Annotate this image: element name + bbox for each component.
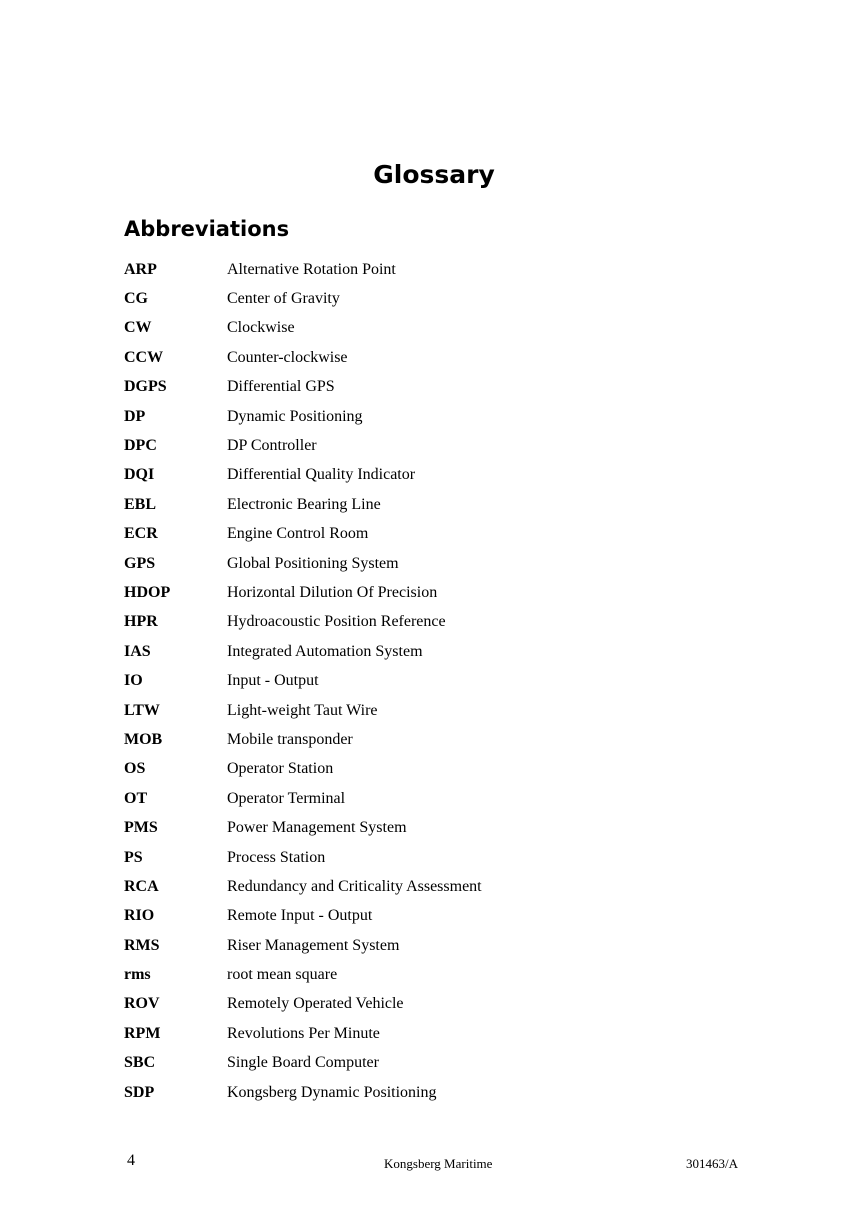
page-footer [0, 1152, 868, 1172]
abbreviation-term: CCW [124, 348, 164, 366]
abbreviation-term: HPR [124, 613, 158, 631]
page-title: Glossary [373, 160, 495, 189]
abbreviation-definition: Power Management System [227, 819, 407, 837]
abbreviation-row [124, 608, 764, 637]
abbreviation-term: ECR [124, 525, 158, 543]
abbreviation-definition: Revolutions Per Minute [227, 1024, 380, 1042]
abbreviation-term: RPM [124, 1024, 161, 1042]
abbreviation-term: PMS [124, 819, 158, 837]
abbreviation-definition: Process Station [227, 848, 326, 866]
abbreviation-term: EBL [124, 495, 157, 513]
abbreviation-row [124, 902, 764, 931]
abbreviation-row [124, 1049, 764, 1078]
abbreviation-definition: Global Positioning System [227, 554, 399, 572]
abbreviation-definition: Operator Terminal [227, 789, 346, 807]
abbreviation-row [124, 637, 764, 666]
abbreviation-row [124, 725, 764, 754]
abbreviation-row [124, 578, 764, 607]
abbreviation-row [124, 343, 764, 372]
abbreviation-definition: Light-weight Taut Wire [227, 701, 378, 719]
abbreviation-term: MOB [124, 730, 163, 748]
section-heading-abbreviations: Abbreviations [124, 217, 290, 241]
abbreviation-term: CG [124, 290, 148, 308]
abbreviation-row [124, 402, 764, 431]
abbreviation-definition: Operator Station [227, 760, 334, 778]
abbreviation-row [124, 373, 764, 402]
abbreviation-term: OS [124, 760, 146, 778]
abbreviation-row [124, 1019, 764, 1048]
abbreviation-definition: Remote Input - Output [227, 907, 373, 925]
abbreviation-row [124, 461, 764, 490]
abbreviation-definition: DP Controller [227, 437, 317, 455]
abbreviation-term: ROV [124, 995, 160, 1013]
abbreviation-row [124, 549, 764, 578]
abbreviation-row [124, 872, 764, 901]
abbreviation-definition: Single Board Computer [227, 1054, 379, 1072]
abbreviation-definition: Electronic Bearing Line [227, 495, 381, 513]
abbreviation-definition: Hydroacoustic Position Reference [227, 613, 446, 631]
abbreviation-definition: Alternative Rotation Point [227, 260, 396, 278]
abbreviation-term: rms [124, 966, 151, 984]
abbreviation-row [124, 696, 764, 725]
abbreviation-row [124, 1078, 764, 1107]
abbreviation-term: DGPS [124, 378, 167, 396]
abbreviation-definition: Differential Quality Indicator [227, 466, 416, 484]
abbreviation-definition: Counter-clockwise [227, 348, 348, 366]
abbreviation-definition: root mean square [227, 966, 338, 984]
abbreviation-definition: Center of Gravity [227, 290, 340, 308]
abbreviation-term: ARP [124, 260, 157, 278]
abbreviation-term: GPS [124, 554, 156, 572]
abbreviation-definition: Integrated Automation System [227, 642, 423, 660]
footer-document-id: 301463/A [686, 1156, 738, 1171]
abbreviation-definition: Engine Control Room [227, 525, 369, 543]
abbreviation-definition: Remotely Operated Vehicle [227, 995, 404, 1013]
footer-company-name: Kongsberg Maritime [384, 1156, 493, 1171]
abbreviation-term: OT [124, 789, 148, 807]
abbreviation-row [124, 813, 764, 842]
abbreviation-definition: Dynamic Positioning [227, 407, 363, 425]
abbreviation-definition: Mobile transponder [227, 730, 353, 748]
abbreviation-definition: Input - Output [227, 672, 319, 690]
abbreviation-term: DP [124, 407, 146, 425]
abbreviation-row [124, 755, 764, 784]
abbreviation-term: RCA [124, 877, 159, 895]
abbreviation-term: IAS [124, 642, 151, 660]
abbreviation-row [124, 314, 764, 343]
abbreviation-definition: Riser Management System [227, 936, 400, 954]
abbreviation-list [124, 255, 764, 1107]
abbreviation-definition: Horizontal Dilution Of Precision [227, 583, 438, 601]
abbreviation-term: HDOP [124, 583, 171, 601]
abbreviation-term: SBC [124, 1054, 156, 1072]
abbreviation-definition: Redundancy and Criticality Assessment [227, 877, 482, 895]
abbreviation-definition: Clockwise [227, 319, 295, 337]
abbreviation-row [124, 666, 764, 695]
abbreviation-row [124, 931, 764, 960]
abbreviation-row [124, 255, 764, 284]
abbreviation-definition: Kongsberg Dynamic Positioning [227, 1083, 437, 1101]
abbreviation-row [124, 990, 764, 1019]
abbreviation-row [124, 490, 764, 519]
abbreviation-row [124, 520, 764, 549]
abbreviation-term: RMS [124, 936, 160, 954]
abbreviation-row [124, 960, 764, 989]
abbreviation-term: CW [124, 319, 152, 337]
abbreviation-term: DPC [124, 437, 157, 455]
abbreviation-term: RIO [124, 907, 155, 925]
abbreviation-row [124, 784, 764, 813]
abbreviation-row [124, 431, 764, 460]
abbreviation-term: LTW [124, 701, 160, 719]
abbreviation-term: PS [124, 848, 143, 866]
abbreviation-term: SDP [124, 1083, 155, 1101]
abbreviation-definition: Differential GPS [227, 378, 335, 396]
abbreviation-row [124, 843, 764, 872]
abbreviation-row [124, 284, 764, 313]
abbreviation-term: IO [124, 672, 143, 690]
footer-page-number: 4 [127, 1152, 135, 1169]
abbreviation-term: DQI [124, 466, 155, 484]
